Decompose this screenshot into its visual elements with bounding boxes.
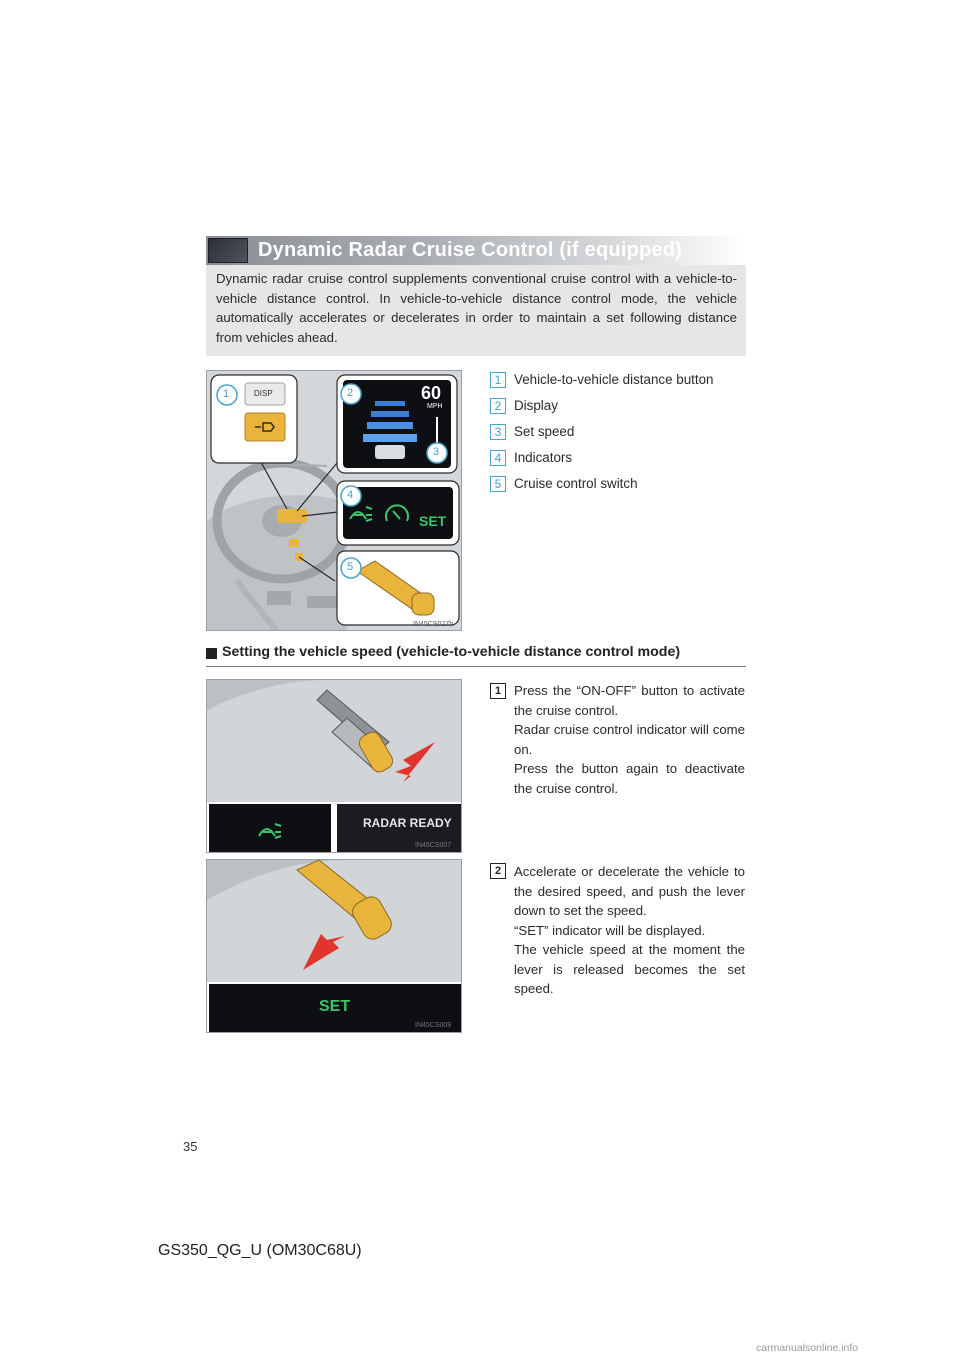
- figure-code: IN45CS027b: [413, 621, 454, 628]
- legend-label-3: Set speed: [514, 424, 575, 439]
- set-speed-unit: MPH: [427, 403, 443, 410]
- step-2-line-2: “SET” indicator will be displayed.: [514, 922, 706, 938]
- legend-number-1: 1: [490, 372, 506, 388]
- step-1-figure: [206, 679, 462, 853]
- overview-figure: [206, 370, 462, 631]
- set-speed-value: 60: [421, 383, 442, 403]
- legend-label-5: Cruise control switch: [514, 476, 638, 491]
- callout-1: 1: [223, 388, 230, 400]
- intro-box: [206, 265, 746, 356]
- legend-number-4: 4: [490, 450, 506, 466]
- legend-number-5: 5: [490, 476, 506, 492]
- page-number: 35: [183, 1139, 198, 1154]
- dashboard-illustration: [207, 371, 462, 631]
- set-indicator-text: SET: [419, 513, 447, 529]
- set-display-text: SET: [319, 998, 351, 1015]
- legend-number-2: 2: [490, 398, 506, 414]
- section-bullet-icon: [206, 648, 217, 659]
- step-1-text: [514, 681, 745, 798]
- page-title: Dynamic Radar Cruise Control (if equipped): [258, 239, 683, 261]
- step-number-1: 1: [490, 683, 506, 699]
- intro-text: Dynamic radar cruise control supplements conventional cruise control with a vehicle-to-vehicle distance control. In vehicle-to-vehicle distance control mode, the vehicle automatically accelerates or decelerates in order to maintain a set following distance from vehicles ahead.: [216, 271, 737, 345]
- step-1-line-2: Radar cruise control indicator will come on.: [514, 722, 745, 757]
- step-2-figure: [206, 859, 462, 1033]
- legend-number-3: 3: [490, 424, 506, 440]
- step-2-line-3: The vehicle speed at the moment the lever is released becomes the set speed.: [514, 942, 745, 996]
- callout-4: 4: [347, 489, 354, 501]
- step-number-2: 2: [490, 863, 506, 879]
- callout-2: 2: [347, 387, 354, 399]
- step-2-line-1: Accelerate or decelerate the vehicle to the desired speed, and push the lever down to set the speed.: [514, 864, 745, 918]
- document-code: GS350_QG_U (OM30C68U): [158, 1242, 362, 1259]
- step-1-line-3: Press the button again to deactivate the cruise control.: [514, 761, 745, 796]
- legend-label-4: Indicators: [514, 450, 573, 465]
- title-marker-icon: [208, 238, 248, 263]
- radar-ready-display: RADAR READY: [363, 816, 452, 830]
- callout-5: 5: [347, 561, 354, 573]
- watermark-link[interactable]: carmanualsonline.info: [756, 1342, 859, 1354]
- legend-label-1: Vehicle-to-vehicle distance button: [514, 372, 714, 387]
- section-heading: Setting the vehicle speed (vehicle-to-vehicle distance control mode): [222, 644, 681, 660]
- legend-label-2: Display: [514, 398, 558, 413]
- figure-code: IN45CS009: [415, 1022, 452, 1029]
- figure-code: IN45CS007: [415, 842, 452, 849]
- step-1-line-1: Press the “ON-OFF” button to activate the cruise control.: [514, 683, 745, 718]
- step-2-text: [514, 862, 745, 999]
- disp-button-label: DISP: [254, 389, 273, 398]
- callout-3: 3: [433, 446, 440, 458]
